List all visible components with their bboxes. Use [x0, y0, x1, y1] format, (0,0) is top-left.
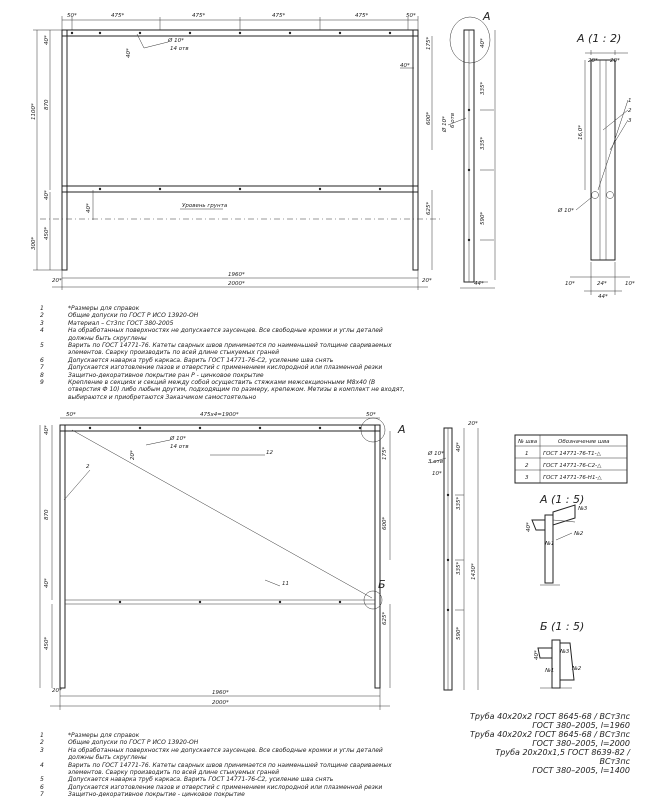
d2-hole-count: 14 отв [170, 444, 189, 450]
right-post [413, 30, 418, 270]
d2-dim-1960: 1960* [212, 690, 229, 696]
d2-callout-a: A [398, 423, 406, 436]
side1-dia-count: 6 отв [450, 112, 456, 128]
dim-40-rail: 40* [86, 203, 92, 213]
d2-dim-2000: 2000* [212, 700, 229, 706]
detail-a12-dia: Ø 10* [558, 208, 574, 214]
note1-text-11: Крепление в секциях и секций между собой осуществить стяжками межсекционными М8х40 (В [68, 379, 376, 387]
dim-top-5: 475* [355, 13, 369, 19]
d2-dim-50a: 50* [66, 412, 76, 418]
note1-num-2: 2 [40, 312, 44, 320]
detail-a15-n2: №2 [574, 531, 584, 537]
detail-a12-dim-10b: 10* [625, 281, 635, 287]
dim-175: 175* [426, 36, 432, 50]
note1-num-12 [40, 386, 68, 393]
spec-line-6: ГОСТ 380–2005, l=1400 [532, 766, 630, 775]
weld-row-2-desc: ГОСТ 14771-76-С2-△ [543, 463, 602, 469]
note1-num-7 [40, 349, 68, 356]
note2-text-6: элементов. Сварку производить по всей длине стыкуемых граней [68, 769, 279, 777]
spec-line-1: Труба 40х20х2 ГОСТ 8645-68 / ВСт3пс [470, 712, 630, 721]
note2-num-9: 7 [40, 791, 44, 799]
note1-text-8: Допускается наварка труб каркаса. Варить ГОСТ 14771-76-С2, усиление шва снять [68, 356, 334, 364]
d2-dim-50b: 50* [366, 412, 376, 418]
dim-top-2: 475* [111, 13, 125, 19]
note1-text-5: должны быть скруглены [68, 334, 147, 342]
detail-b15-labels [534, 620, 584, 674]
spec-line-3: Труба 40х20х2 ГОСТ 8645-68 / ВСт3пс [470, 730, 630, 739]
notes-block-2 [40, 732, 440, 799]
side1-dim-590: 590* [480, 211, 486, 225]
weld-head-desc: Обозначение шва [558, 439, 610, 445]
note1-text-2: Общие допуски по ГОСТ Р ИСО 13920-ОН [68, 312, 199, 320]
side1-dim-44: 44* [474, 281, 484, 287]
dim-2000: 2000* [228, 281, 245, 287]
note1-num-9: 7 [40, 364, 44, 372]
weld-row-1-num: 1 [525, 451, 529, 457]
detail-a12-dim-24: 24* [597, 281, 607, 287]
note1-text-6: Варить по ГОСТ 14771-76. Катеты сварных швов принимается по наименьшей толщине свариваемых [68, 342, 392, 350]
dim-left-1100: 1100* [31, 103, 37, 120]
detail-a15-n3: №3 [578, 506, 588, 512]
notes-block-1 [40, 305, 440, 401]
spec-line-5: Труба 20х20х1,5 ГОСТ 8639-82 / ВСт3пс [495, 748, 630, 766]
dim-left-300: 300* [31, 236, 37, 250]
detail-a-1-2 [570, 50, 630, 295]
dim-left-870: 870 [44, 99, 50, 110]
note2-text-5: Варить по ГОСТ 14771-76. Катеты сварных швов принимается по наименьшей толщине свариваемых [68, 761, 392, 769]
side2-dim-335b: 335* [456, 561, 462, 575]
weld-row-3-desc: ГОСТ 14771-76-Н1-△ [543, 475, 602, 481]
drawing1-labels [31, 13, 432, 287]
d2-dim-20: 20* [130, 450, 136, 460]
hole-dia-label: Ø 10* [168, 38, 184, 44]
note2-text-3: На обработанных поверхностях не допускается заусенцев. Все свободные кромки и углы деталей [68, 746, 383, 754]
detail-a15-n1: №1 [545, 541, 555, 547]
side2-dim-590: 590* [456, 626, 462, 640]
detail-b15-n1: №1 [545, 668, 555, 674]
d2-dim-870: 870 [44, 509, 50, 520]
side2-dim-1430: 1430* [471, 563, 477, 580]
note1-text-3: Материал – Ст3пс ГОСТ 380-2005 [68, 319, 174, 327]
side2-dim-10: 10* [432, 471, 442, 477]
dim-625: 625* [426, 201, 432, 215]
drawing2-labels [44, 412, 406, 706]
d2-hole-dia: Ø 10* [170, 436, 186, 442]
holes-top [71, 32, 391, 190]
callout-a-2 [361, 418, 385, 442]
note2-text-8: Допускается изготовление пазов и отверстий с применением кислородной или плазменной резки [68, 783, 383, 791]
d2-pos-12: 12 [266, 450, 273, 456]
dim-top-4: 475* [272, 13, 286, 19]
dim-top-6: 50* [406, 13, 416, 19]
note1-text-4: На обработанных поверхностях не допускается заусенцев. Все свободные кромки и углы деталей [68, 327, 383, 335]
detail-a12-dim-160: 16,0* [578, 125, 584, 140]
detail-b15-n2: №2 [572, 666, 582, 672]
frame-drawing-2 [40, 418, 390, 710]
dim-left-450: 450* [44, 226, 50, 240]
dim-top-1: 50* [67, 13, 77, 19]
d2-callout-b: Б [378, 578, 386, 591]
dim-40-right: 40* [400, 63, 410, 69]
dim-1960: 1960* [228, 272, 245, 278]
note2-num-8: 6 [40, 783, 44, 791]
note1-num-1: 1 [40, 305, 44, 312]
d2-pos-2: 2 [86, 464, 90, 470]
detail-a12-dim-10a: 10* [565, 281, 575, 287]
weld-row-3-num: 3 [525, 475, 529, 481]
note1-text-12: отверстия Ф 10) либо любым другим, подходящим по размеру, крепежом. Метизы в комплект не входят, [68, 386, 405, 394]
ground-label: Уровень грунта [182, 203, 228, 209]
left-post-2 [60, 425, 65, 688]
note2-num-1: 1 [40, 732, 44, 739]
spec-line-4: ГОСТ 380–2005, l=2000 [532, 739, 630, 748]
side2-dim-20: 20* [468, 421, 478, 427]
callout-a-letter: A [483, 10, 491, 23]
note1-text-1: *Размеры для справок [68, 305, 140, 312]
d2-dim-625: 625* [382, 611, 388, 625]
d2-dim-20-bl: 20* [52, 688, 62, 694]
note2-text-9: Защитно-декоративное покрытие - цинковое покрытие [68, 791, 245, 799]
detail-b15-title: Б (1 : 5) [540, 620, 585, 633]
note2-text-4: должны быть скруглены [68, 754, 147, 762]
dim-600: 600* [426, 111, 432, 125]
d2-pos-11: 11 [282, 581, 289, 587]
d2-dim-450: 450* [44, 636, 50, 650]
note2-num-7: 5 [40, 776, 44, 784]
top-rail-2 [60, 425, 380, 431]
note1-num-4: 4 [40, 327, 44, 335]
note1-text-9: Допускается изготовление пазов и отверстий с применением кислородной или плазменной резки [68, 364, 383, 372]
detail-a12-pos-3: 3 [628, 118, 632, 124]
weld-head-num: № шва [518, 439, 538, 445]
note2-num-5: 4 [40, 761, 44, 769]
note1-num-5 [40, 335, 68, 342]
detail-a12-dim-44: 44* [598, 294, 608, 300]
right-post-2 [375, 425, 380, 688]
frame-drawing-1 [33, 16, 440, 290]
left-post [62, 30, 67, 270]
detail-b15-dim-40: 40* [534, 650, 540, 660]
dim-left-40b: 40* [44, 190, 50, 200]
side2-dim-40: 40* [456, 442, 462, 452]
spec-line-2: ГОСТ 380–2005, l=1960 [532, 721, 630, 730]
side-view-2 [430, 428, 478, 690]
note2-text-2: Общие допуски по ГОСТ Р ИСО 13920-ОН [68, 739, 199, 747]
note1-text-13: выбираются и приобретаются Заказчиком самостоятельно [68, 393, 257, 401]
dim-left-40: 40* [44, 35, 50, 45]
side1-labels [441, 10, 491, 287]
detail-a12-dim-20a: 20* [588, 58, 598, 64]
d2-dim-175: 175* [382, 446, 388, 460]
weld-row-1-desc: ГОСТ 14771-76-Т1-△ [543, 451, 601, 457]
dim-top-3: 475* [192, 13, 206, 19]
detail-a12-pos-2: 2 [628, 108, 632, 114]
side1-dim-40: 40* [480, 38, 486, 48]
note2-num-3: 3 [40, 746, 44, 754]
note2-num-6 [40, 769, 68, 776]
note1-num-3: 3 [40, 319, 44, 327]
detail-b-1-5 [538, 640, 574, 688]
detail-a12-dim-20b: 20* [610, 58, 620, 64]
note1-num-8: 6 [40, 356, 44, 364]
side2-dia: Ø 10* [428, 451, 444, 457]
d2-dim-40b: 40* [44, 578, 50, 588]
side1-dia: Ø 10* [442, 116, 448, 132]
note2-text-7: Допускается наварка труб каркаса. Варить ГОСТ 14771-76-С2, усиление шва снять [68, 776, 334, 784]
side1-dim-335b: 335* [480, 136, 486, 150]
note1-text-7: элементов. Сварку производить по всей длине стыкуемых граней [68, 349, 279, 357]
note1-num-6: 5 [40, 342, 44, 350]
detail-a12-pos-1: 1 [628, 98, 632, 104]
dim-20-left: 20* [52, 278, 62, 284]
side2-dia-count: 3 отв [428, 459, 444, 465]
note2-text-1: *Размеры для справок [68, 732, 140, 739]
note1-num-11: 9 [40, 379, 44, 387]
hole-count-label: 14 отв [170, 46, 189, 52]
dim-40-inner: 40* [126, 48, 132, 58]
note1-num-10: 8 [40, 371, 44, 379]
detail-a-tube [591, 60, 615, 260]
detail-a12-title: A (1 : 2) [577, 32, 622, 45]
weld-table-labels [517, 439, 610, 481]
d2-dim-1900: 475х4=1900* [200, 412, 239, 418]
note1-text-10: Защитно-декоративное покрытие ран P - цинковое покрытие [68, 371, 264, 379]
note1-num-13 [40, 394, 68, 401]
side-view-1 [448, 17, 495, 288]
weld-row-2-num: 2 [525, 463, 529, 469]
detail-b15-n3: №3 [560, 649, 570, 655]
d2-dim-40a: 40* [44, 425, 50, 435]
detail-a15-title: A (1 : 5) [540, 493, 585, 506]
d2-dim-600: 600* [382, 516, 388, 530]
dim-20-right: 20* [422, 278, 432, 284]
side1-dim-335a: 335* [480, 81, 486, 95]
side2-dim-335a: 335* [456, 496, 462, 510]
spec-block [470, 712, 630, 775]
note2-num-2: 2 [40, 739, 44, 747]
note2-num-4 [40, 754, 68, 761]
detail-a15-dim-40: 40* [526, 522, 532, 532]
